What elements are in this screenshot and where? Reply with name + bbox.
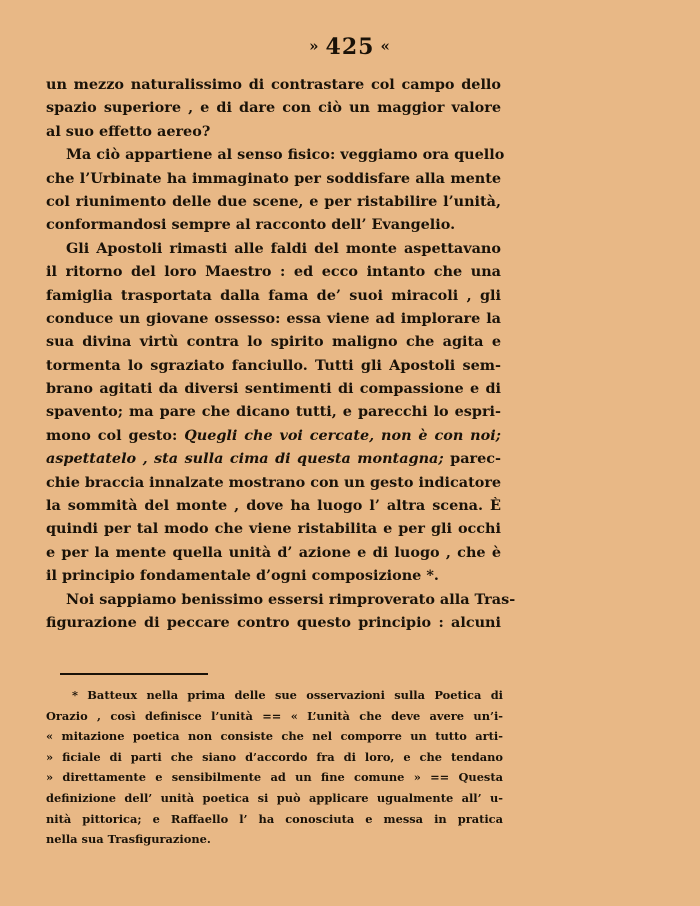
text-line [46,96,501,119]
text-line [46,588,516,611]
quoted-speech: Quegli che voi cercate, non è con noi; [184,426,501,444]
text-line-text: famiglia trasportata dalla fama de’ suoi miracoli , gli [46,286,501,304]
text-line [46,517,501,540]
text-line-text: figurazione di peccare contro questo principio : alcuni [46,613,501,631]
footnote-line [46,809,503,830]
text-line [46,73,501,96]
text-line-text: tormenta lo sgraziato fanciullo. Tutti gli Apostoli sem- [46,356,501,374]
footnote-divider [60,673,208,675]
text-line [46,284,501,307]
footnote-line [46,788,503,809]
text-line-text: e per la mente quella unità d’ azione e di luogo , che è [46,543,501,561]
text-line [46,564,501,587]
text-line-text: chie braccia innalzate mostrano con un gesto indicatore [46,473,502,491]
footnote-line-text: » direttamente e sensibilmente ad un fine comune » == Questa [46,770,503,785]
footnote-line-text: * Batteux nella prima delle sue osservazioni sulla Poetica di [72,688,503,702]
body-text [46,73,516,634]
text-line [46,377,501,400]
text-line [46,471,501,494]
text-line-text: parec- [443,450,501,468]
footnote-line [46,747,503,768]
footnote [46,685,503,850]
header-ornament-left: » [309,37,320,55]
footnote-line-text: » ficiale di parti che siano d’accordo fra di loro, e che tendano [46,749,503,764]
text-line-text: col riunimento delle due scene, e per ristabilire l’unità, [46,192,501,210]
footnote-line-text: nella sua Trasfigurazione. [46,832,211,847]
text-line-text: Gli Apostoli rimasti alle faldi del monte aspettavano [66,239,501,257]
text-line-text: brano agitati da diversi sentimenti di compassione e di [46,380,501,398]
quoted-speech: aspettatelo , sta sulla cima di questa montagna; [46,450,444,468]
footnote-line-text: definizione dell’ unità poetica si può applicare ugualmente all’ u- [46,790,503,805]
footnote-line-text: Orazio , così definisce l’unità == « L’unità che deve avere un’i- [46,708,503,723]
text-line-text: Noi sappiamo benissimo essersi rimproverato alla Tras- [66,590,516,608]
text-line-text: un mezzo naturalissimo di contrastare col campo dello [46,76,501,93]
text-line [46,424,501,447]
text-line [46,307,501,330]
text-line-text: Ma ciò appartiene al senso fisico: veggiamo ora quello [66,146,505,164]
footnote-line [46,829,503,850]
text-line [46,143,505,166]
text-line [46,541,501,564]
text-line-text: la sommità del monte , dove ha luogo l’ altra scena. È [46,497,501,515]
text-line-text: conformandosi sempre al racconto dell’ Evangelio. [46,216,456,234]
text-line [46,447,501,470]
text-line-text: il ritorno del loro Maestro : ed ecco intanto che una [46,263,501,281]
text-line-text: mono col gesto: [46,426,185,444]
text-line [46,167,501,190]
text-line-text: che l’Urbinate ha immaginato per soddisfare alla mente [46,169,501,187]
text-line-text: conduce un giovane ossesso: essa viene ad implorare la [46,309,501,327]
footnote-line [46,726,503,747]
text-line [46,120,501,143]
text-line [46,237,501,260]
footnote-line-text: nità pittorica; e Raffaello l’ ha conosciuta e messa in pratica [46,811,503,826]
header-ornament-right: « [380,37,391,55]
text-line-text: spazio superiore , e di dare con ciò un maggior valore [46,99,501,117]
text-line-text: sua divina virtù contra lo spirito maligno che agita e [46,333,501,351]
page-header [0,34,700,60]
text-line [46,354,501,377]
text-line-text: il principio fondamentale d’ogni composizione *. [46,567,439,585]
text-line [46,330,501,353]
text-line [46,260,501,283]
text-line [46,400,501,423]
footnote-line-text: « mitazione poetica non consiste che nel comporre un tutto arti- [46,729,503,744]
text-line [46,494,501,517]
text-line-text: spavento; ma pare che dicano tutti, e parecchi lo espri- [46,403,501,421]
footnote-line [46,767,503,788]
footnote-line [46,685,503,706]
text-line [46,213,501,236]
text-line [46,190,501,213]
text-line-text: al suo effetto aereo? [46,122,211,140]
text-line [46,611,501,634]
page-number: 425 [325,34,375,60]
footnote-line [46,706,503,727]
text-line-text: quindi per tal modo che viene ristabilita e per gli occhi [46,520,501,538]
